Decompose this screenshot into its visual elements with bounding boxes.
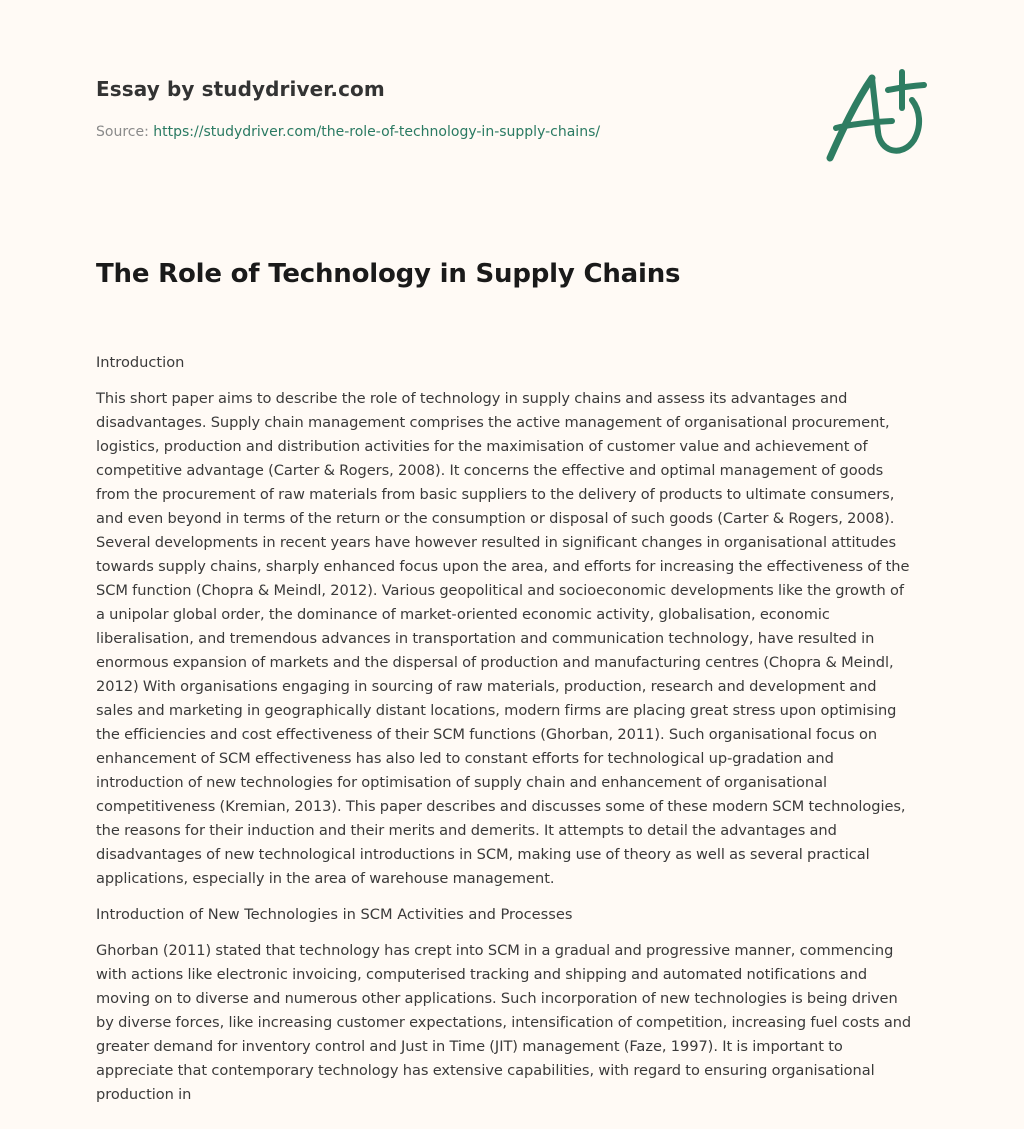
paragraph [96,939,926,1107]
text-line: 2012) With organisations engaging in sourcing of raw materials, production, research and development and [96,678,877,695]
text-line: enormous expansion of markets and the dispersal of production and manufacturing centres (Chopra & Meindl, [96,654,894,671]
text-line: enhancement of SCM effectiveness has also led to constant efforts for technological up-gradation and [96,750,834,767]
text-line: This short paper aims to describe the role of technology in supply chains and assess its advantages and [96,390,848,407]
text-line: appreciate that contemporary technology has extensive capabilities, with regard to ensuring organisational [96,1062,875,1079]
text-line: liberalisation, and tremendous advances in transportation and communication technology, have resulted in [96,630,875,647]
text-line: towards supply chains, sharply enhanced focus upon the area, and efforts for increasing the effectiveness of the [96,558,910,575]
section-heading: Introduction [96,354,185,371]
text-line: and even beyond in terms of the return or the consumption or disposal of such goods (Carter & Rogers, 2008). [96,510,895,527]
section-new-technologies [96,903,926,1107]
text-line: a unipolar global order, the dominance of market-oriented economic activity, globalisation, economic [96,606,830,623]
text-line: disadvantages. Supply chain management comprises the active management of organisational procurement, [96,414,890,431]
text-line: Several developments in recent years have however resulted in significant changes in organisational attitudes [96,534,897,551]
paragraph [96,387,926,891]
text-line: production in [96,1086,192,1103]
article-body [96,351,926,1119]
text-line: competitiveness (Kremian, 2013). This paper describes and discusses some of these modern SCM technologies, [96,798,906,815]
text-line: with actions like electronic invoicing, computerised tracking and shipping and automated notifications and [96,966,868,983]
text-line: Ghorban (2011) stated that technology has crept into SCM in a gradual and progressive manner, commencing [96,942,894,959]
text-line: competitive advantage (Carter & Rogers, 2008). It concerns the effective and optimal management of goods [96,462,884,479]
text-line: introduction of new technologies for optimisation of supply chain and enhancement of organisational [96,774,828,791]
section-introduction [96,351,926,891]
text-line: moving on to diverse and numerous other applications. Such incorporation of new technologies is being driven [96,990,898,1007]
text-line: by diverse forces, like increasing customer expectations, intensification of competition, increasing fuel costs and [96,1014,912,1031]
source-line [96,122,600,142]
text-line: logistics, production and distribution activities for the maximisation of customer value and achievement of [96,438,868,455]
section-heading: Introduction of New Technologies in SCM Activities and Processes [96,906,573,923]
text-line: sales and marketing in geographically distant locations, modern firms are placing great stress upon optimising [96,702,897,719]
text-line: applications, especially in the area of warehouse management. [96,870,555,887]
text-line: the reasons for their induction and their merits and demerits. It attempts to detail the advantages and [96,822,837,839]
text-line: from the procurement of raw materials from basic suppliers to the delivery of products to ultimate consumers, [96,486,895,503]
brand-title: Essay by studydriver.com [96,77,385,101]
text-line: greater demand for inventory control and Just in Time (JIT) management (Faze, 1997). It is important to [96,1038,843,1055]
page-header [96,74,928,140]
text-line: the efficiencies and cost effectiveness of their SCM functions (Ghorban, 2011). Such organisational focus on [96,726,878,743]
article-title: The Role of Technology in Supply Chains [96,259,681,289]
source-label: Source: [96,124,154,140]
text-line: SCM function (Chopra & Meindl, 2012). Various geopolitical and socioeconomic developments like the growth of [96,582,904,599]
source-link[interactable]: https://studydriver.com/the-role-of-technology-in-supply-chains/ [153,124,601,140]
a-plus-grade-icon [822,66,930,166]
text-line: disadvantages of new technological introductions in SCM, making use of theory as well as several practical [96,846,870,863]
